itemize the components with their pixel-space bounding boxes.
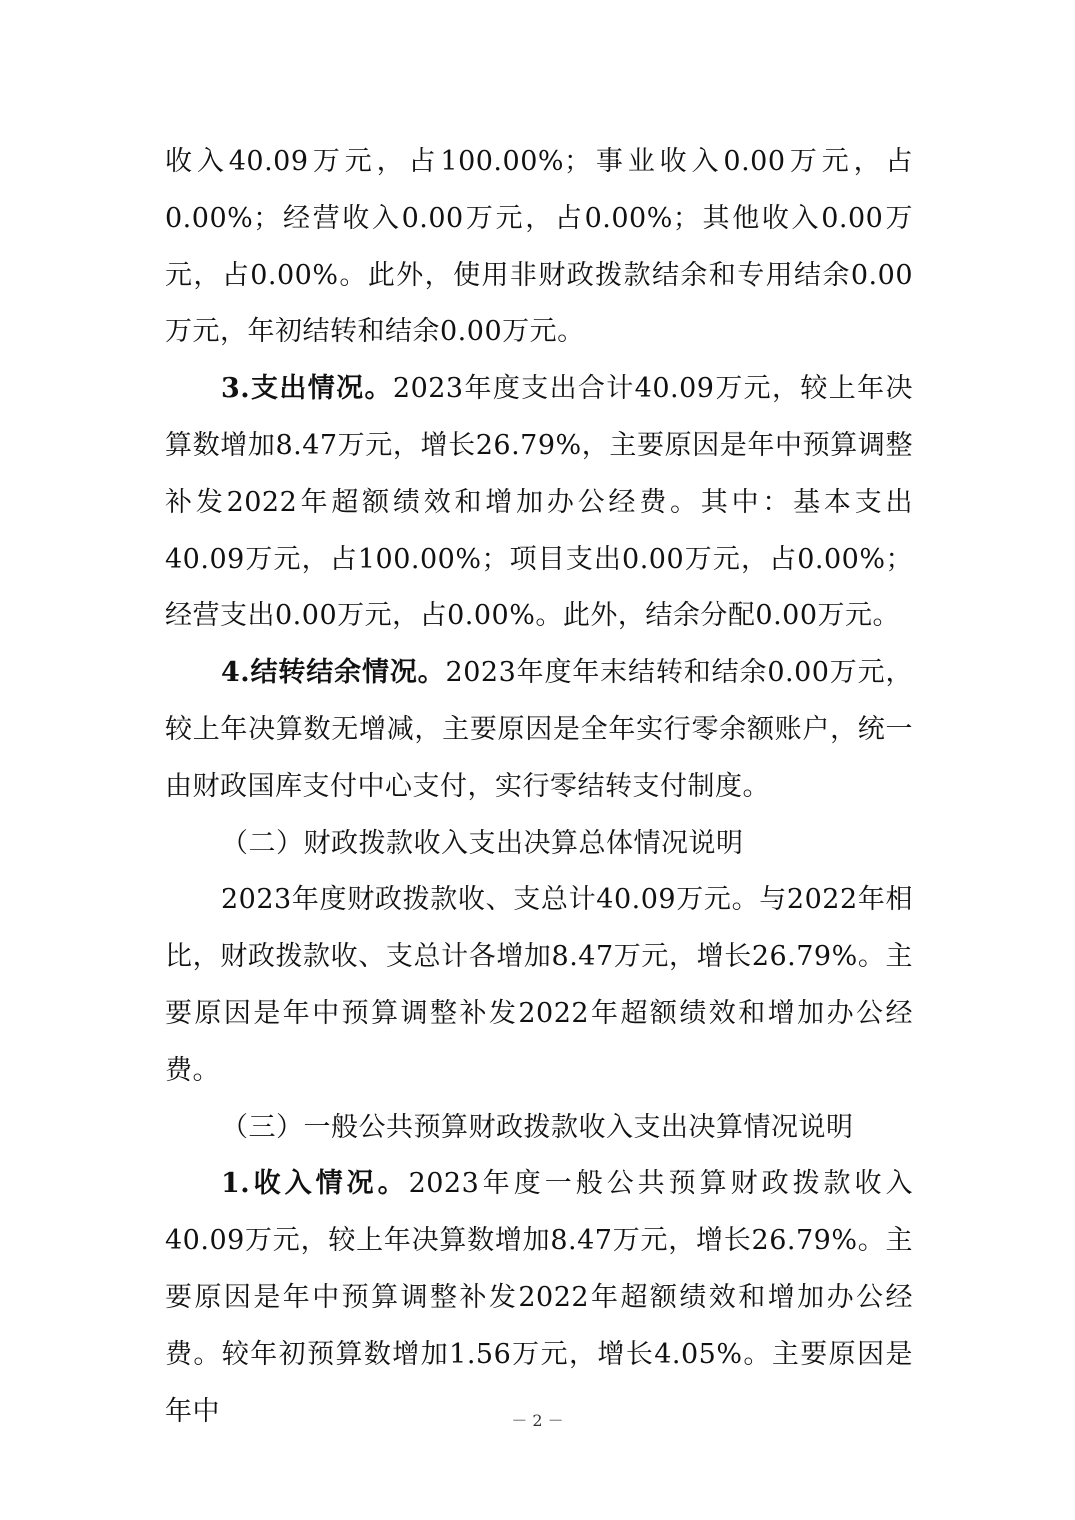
document-page (165, 134, 913, 1440)
paragraph-text: 2023年度财政拨款收、支总计40.09万元。与2022年相比，财政拨款收、支总计各增加8.47万元，增长26.79%。主要原因是年中预算调整补发2022年超额绩效和增加办公经费。 (165, 884, 913, 1086)
paragraph-text: 2023年度支出合计40.09万元，较上年决算数增加8.47万元，增长26.79%，主要原因是年中预算调整补发2022年超额绩效和增加办公经费。其中：基本支出40.09万元，占100.00%；项目支出0.00万元，占0.00%；经营支出0.00万元，占0.00%。此外，结余分配0.00万元。 (165, 373, 914, 632)
paragraph-section-2-body (165, 872, 913, 1099)
paragraph-heading: 1.收入情况。 (221, 1168, 409, 1200)
paragraph-heading: 4.结转结余情况。 (221, 657, 446, 689)
page-number: － 2 － (511, 1411, 564, 1430)
section-title-text: （三）一般公共预算财政拨款收入支出决算情况说明 (221, 1111, 854, 1143)
paragraph-carryover (165, 645, 913, 815)
paragraph-section-3-income (165, 1156, 913, 1440)
paragraph-heading: 3.支出情况。 (221, 373, 393, 405)
section-title-text: （二）财政拨款收入支出决算总体情况说明 (221, 827, 744, 859)
section-2-title (165, 816, 913, 873)
paragraph-text: 2023年度年末结转和结余0.00万元，较上年决算数无增减，主要原因是全年实行零余额账户，统一由财政国库支付中心支付，实行零结转支付制度。 (165, 657, 913, 802)
paragraph-expenditure (165, 361, 913, 645)
paragraph-text: 2023年度一般公共预算财政拨款收入40.09万元，较上年决算数增加8.47万元，增长26.79%。主要原因是年中预算调整补发2022年超额绩效和增加办公经费。较年初预算数增加1.56万元，增长4.05%。主要原因是年中 (165, 1168, 914, 1427)
section-3-title (165, 1100, 913, 1157)
paragraph-income-continuation (165, 134, 913, 361)
paragraph-text: 收入40.09万元，占100.00%；事业收入0.00万元，占0.00%；经营收入0.00万元，占0.00%；其他收入0.00万元，占0.00%。此外，使用非财政拨款结余和专用结余0.00万元，年初结转和结余0.00万元。 (165, 146, 913, 348)
